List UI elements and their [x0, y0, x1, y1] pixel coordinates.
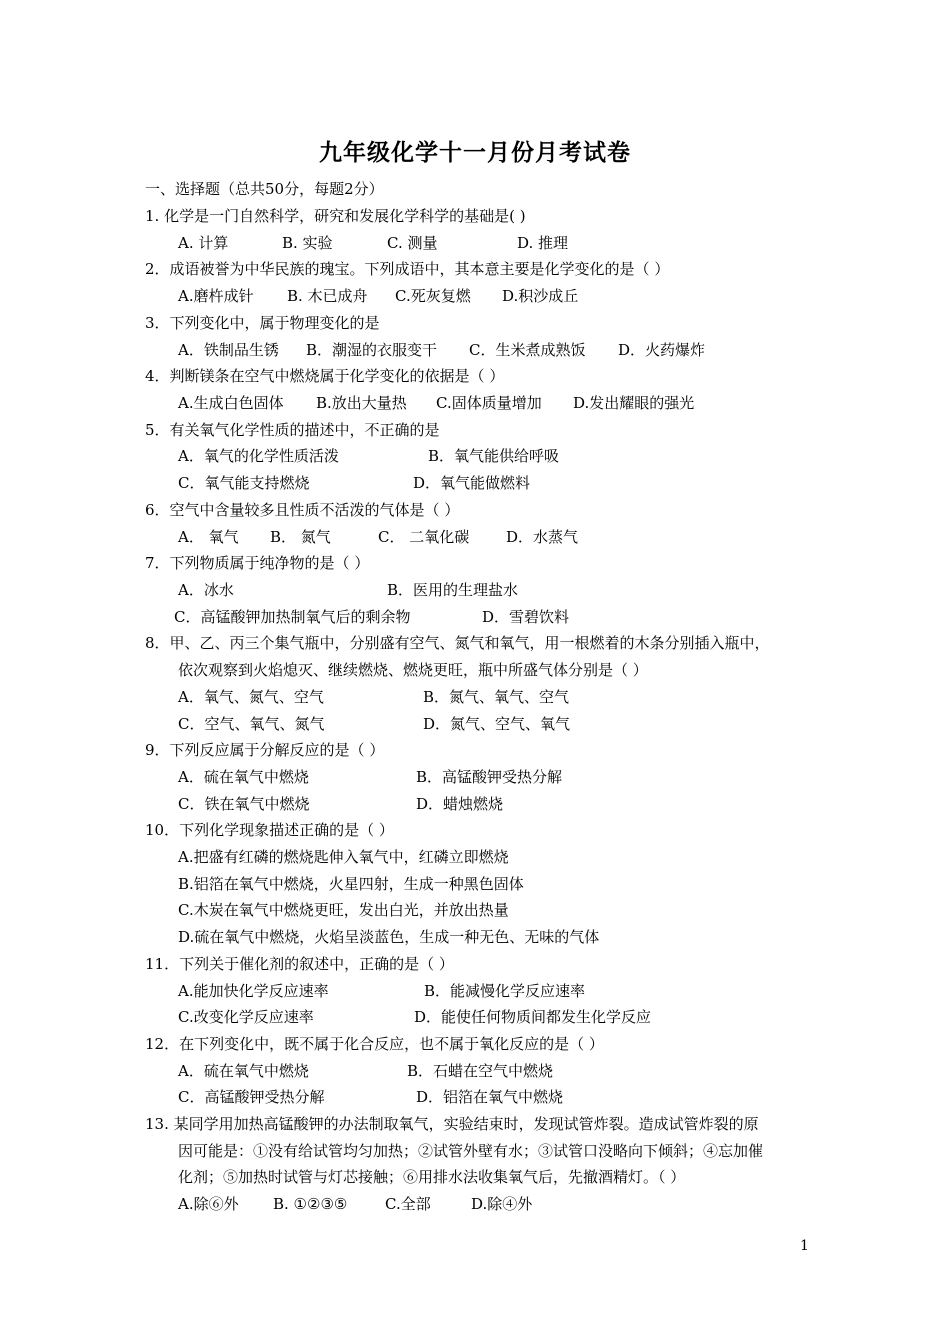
- question-5-option-c: C．氧气能支持燃烧: [178, 474, 310, 492]
- question-2-option-c: C.死灰复燃: [395, 287, 471, 305]
- question-4-stem: 4．判断镁条在空气中燃烧属于化学变化的依据是（ ）: [145, 367, 505, 385]
- question-2-stem: 2．成语被誉为中华民族的瑰宝。下列成语中，其本意主要是化学变化的是（ ）: [145, 260, 670, 278]
- question-5-stem: 5．有关氧气化学性质的描述中，不正确的是: [145, 421, 440, 439]
- question-13-option-b: B. ①②③⑤: [273, 1195, 348, 1213]
- question-1-stem: 1. 化学是一门自然科学，研究和发展化学科学的基础是( ): [145, 207, 526, 225]
- question-1-option-b: B. 实验: [282, 234, 333, 252]
- question-6-stem: 6．空气中含量较多且性质不活泼的气体是（ ）: [145, 501, 460, 519]
- question-11-stem: 11．下列关于催化剂的叙述中，正确的是（ ）: [145, 955, 454, 973]
- exam-title: 九年级化学十一月份月考试卷: [319, 139, 631, 166]
- section-heading: 一、选择题（总共50分，每题2分）: [145, 180, 384, 198]
- question-10-option-a: A.把盛有红磷的燃烧匙伸入氧气中，红磷立即燃烧: [178, 848, 509, 866]
- question-13-option-d: D.除④外: [471, 1195, 533, 1213]
- question-8-stem-line-1: 8．甲、乙、丙三个集气瓶中，分别盛有空气、氮气和氧气，用一根燃着的木条分别插入瓶中，: [145, 634, 770, 652]
- question-9-option-d: D．蜡烛燃烧: [416, 795, 504, 813]
- question-13-stem-line-3: 化剂；⑤加热时试管与灯芯接触；⑥用排水法收集氧气后，先撤酒精灯。（ ）: [178, 1168, 686, 1186]
- question-5-option-b: B．氧气能供给呼吸: [428, 447, 560, 465]
- question-6-option-d: D．水蒸气: [506, 528, 579, 546]
- question-6-option-b: B． 氮气: [270, 528, 331, 546]
- question-1-option-c: C. 测量: [387, 234, 438, 252]
- question-8-option-a: A．氧气、氮气、空气: [178, 688, 324, 706]
- question-4-option-a: A.生成白色固体: [178, 394, 284, 412]
- question-3-option-c: C．生米煮成熟饭: [469, 341, 586, 359]
- question-8-option-d: D．氮气、空气、氧气: [423, 715, 571, 733]
- question-9-stem: 9．下列反应属于分解反应的是（ ）: [145, 741, 385, 759]
- question-7-option-c: C．高锰酸钾加热制氧气后的剩余物: [174, 608, 411, 626]
- question-8-stem-line-2: 依次观察到火焰熄灭、继续燃烧、燃烧更旺，瓶中所盛气体分别是（ ）: [178, 661, 648, 679]
- question-7-stem: 7．下列物质属于纯净物的是（ ）: [145, 554, 370, 572]
- question-10-option-b: B.铝箔在氧气中燃烧，火星四射，生成一种黑色固体: [178, 875, 524, 893]
- question-7-option-a: A．冰水: [178, 581, 234, 599]
- question-9-option-b: B．高锰酸钾受热分解: [416, 768, 563, 786]
- question-6-option-a: A． 氧气: [178, 528, 239, 546]
- question-13-option-c: C.全部: [385, 1195, 431, 1213]
- question-13-stem-line-1: 13. 某同学用加热高锰酸钾的办法制取氧气，实验结束时，发现试管炸裂。造成试管炸裂的原: [145, 1115, 759, 1133]
- question-3-option-d: D．火药爆炸: [618, 341, 706, 359]
- question-4-option-d: D.发出耀眼的强光: [573, 394, 695, 412]
- question-11-option-b: B．能减慢化学反应速率: [424, 982, 586, 1000]
- question-8-option-c: C．空气、氧气、氮气: [178, 715, 325, 733]
- question-3-option-a: A．铁制品生锈: [178, 341, 279, 359]
- question-12-option-c: C．高锰酸钾受热分解: [178, 1088, 325, 1106]
- question-4-option-b: B.放出大量热: [316, 394, 407, 412]
- question-9-option-a: A．硫在氧气中燃烧: [178, 768, 309, 786]
- question-10-option-c: C.木炭在氧气中燃烧更旺，发出白光，并放出热量: [178, 901, 509, 919]
- question-10-stem: 10．下列化学现象描述正确的是（ ）: [145, 821, 394, 839]
- question-13-option-a: A.除⑥外: [178, 1195, 239, 1213]
- question-3-stem: 3．下列变化中，属于物理变化的是: [145, 314, 380, 332]
- question-7-option-d: D．雪碧饮料: [482, 608, 570, 626]
- question-12-option-b: B．石蜡在空气中燃烧: [407, 1062, 554, 1080]
- question-4-option-c: C.固体质量增加: [436, 394, 542, 412]
- question-2-option-d: D.积沙成丘: [502, 287, 579, 305]
- question-12-stem: 12．在下列变化中，既不属于化合反应，也不属于氧化反应的是（ ）: [145, 1035, 604, 1053]
- question-5-option-a: A．氧气的化学性质活泼: [178, 447, 339, 465]
- question-12-option-d: D．铝箔在氧气中燃烧: [416, 1088, 564, 1106]
- question-5-option-d: D．氧气能做燃料: [413, 474, 531, 492]
- question-2-option-a: A.磨杵成针: [178, 287, 254, 305]
- question-2-option-b: B. 木已成舟: [287, 287, 368, 305]
- question-13-stem-line-2: 因可能是：①没有给试管均匀加热；②试管外壁有水；③试管口没略向下倾斜；④忘加催: [178, 1142, 764, 1160]
- question-7-option-b: B．医用的生理盐水: [387, 581, 519, 599]
- question-1-option-d: D. 推理: [517, 234, 569, 252]
- question-11-option-c: C.改变化学反应速率: [178, 1008, 314, 1026]
- question-6-option-c: C． 二氧化碳: [378, 528, 470, 546]
- question-3-option-b: B．潮湿的衣服变干: [306, 341, 438, 359]
- question-1-option-a: A. 计算: [178, 234, 229, 252]
- page-number: 1: [800, 1238, 809, 1254]
- question-11-option-a: A.能加快化学反应速率: [178, 982, 329, 1000]
- question-9-option-c: C．铁在氧气中燃烧: [178, 795, 310, 813]
- question-11-option-d: D．能使任何物质间都发生化学反应: [414, 1008, 652, 1026]
- question-12-option-a: A．硫在氧气中燃烧: [178, 1062, 309, 1080]
- question-10-option-d: D.硫在氧气中燃烧，火焰呈淡蓝色，生成一种无色、无味的气体: [178, 928, 600, 946]
- question-8-option-b: B．氮气、氧气、空气: [423, 688, 570, 706]
